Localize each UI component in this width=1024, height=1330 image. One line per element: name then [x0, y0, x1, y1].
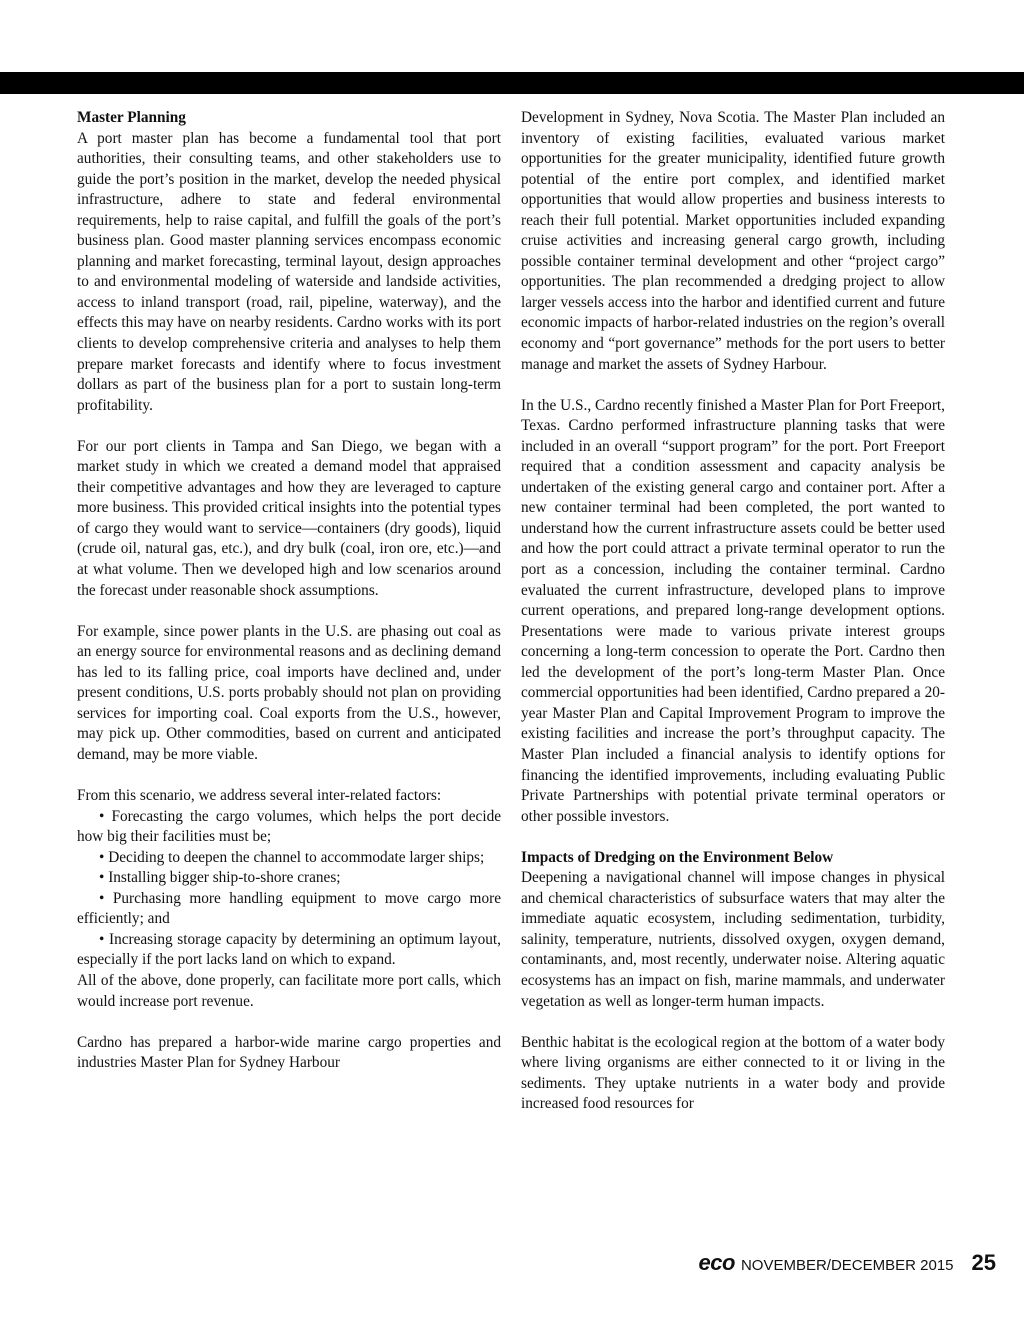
list-item: • Deciding to deepen the channel to accommodate larger ships; [77, 848, 501, 869]
paragraph: Development in Sydney, Nova Scotia. The Master Plan included an inventory of existing facilities, evaluated various market opportunities for the greater municipality, identified future growth potential of the entire port complex, and identified market opportunities that would allow properties and business interests to reach their full potential. Market opportunities included expanding cruise activities and increasing general cargo growth, including possible container terminal development and other “project cargo” opportunities. The plan recommended a dredging project to allow larger vessels access into the harbor and identified current and future economic impacts of harbor-related industries on the region’s overall economy and “port governance” methods for the port users to better manage and market the assets of Sydney Harbour. [521, 109, 945, 373]
list-item: • Increasing storage capacity by determining an optimum layout, especially if the port lacks land on which to expand. [77, 930, 501, 971]
paragraph: In the U.S., Cardno recently finished a Master Plan for Port Freeport, Texas. Cardno performed infrastructure planning tasks that were included in an overall “support program” for the port. Port Freeport required that a condition assessment and capacity analysis be undertaken of the existing general cargo and container port. After a new container terminal had been completed, the port wanted to understand how the current infrastructure assets could be better used and how the port could attract a private terminal operator to run the port as a concession, including the container terminal. Cardno evaluated the current infrastructure, developed plans to improve current operations, and prepared long-range development options. Presentations were made to various private interest groups concerning a long-term concession to operate the Port. Cardno then led the development of the port’s long-term Master Plan. Once commercial opportunities had been identified, Cardno prepared a 20-year Master Plan and Capital Improvement Program to improve the existing facilities and increase the port’s throughput capacity. The Master Plan included a financial analysis to identify options for financing the identified improvements, including evaluating Public Private Partnerships with potential private terminal operators or other possible investors. [521, 396, 945, 825]
page-footer [699, 1250, 996, 1276]
eco-logo: eco [698, 1250, 735, 1275]
list-item: • Installing bigger ship-to-shore cranes; [77, 868, 501, 889]
list-item: • Forecasting the cargo volumes, which helps the port decide how big their facilities must be; [77, 807, 501, 848]
paragraph: Benthic habitat is the ecological region at the bottom of a water body where living organisms are either connected to it or living in the sediments. They uptake nutrients in a water body and provide increased food resources for [521, 1033, 945, 1113]
paragraph: Deepening a navigational channel will impose changes in physical and chemical characteristics of subsurface waters that may alter the immediate aquatic ecosystem, including sedimentation, turbidity, salinity, temperature, nutrients, dissolved oxygen, oxygen demand, contaminants, and, most recently, underwater noise. Altering aquatic ecosystems has an impact on fish, marine mammals, and underwater vegetation as well as longer-term human impacts. [521, 869, 945, 1010]
page-number: 25 [971, 1250, 996, 1275]
header-bar [0, 72, 1024, 94]
section-heading-dredging-impacts: Impacts of Dredging on the Environment Below [521, 848, 834, 866]
paragraph: For example, since power plants in the U.S. are phasing out coal as an energy source for environmental reasons and as declining demand has led to its falling price, coal imports have declined and, under present conditions, U.S. ports probably should not plan on providing services for importing coal. Coal exports from the U.S., however, may pick up. Other commodities, based on current and anticipated demand, may be more viable. [77, 622, 501, 763]
paragraph: Cardno has prepared a harbor-wide marine cargo properties and industries Master Plan for Sydney Harbour [77, 1033, 501, 1072]
paragraph: A port master plan has become a fundamental tool that port authorities, their consulting teams, and other stakeholders use to guide the port’s position in the market, develop the needed physical infrastructure, adhere to state and federal environmental requirements, help to raise capital, and fulfill the goals of the port’s business plan. Good master planning services encompass economic planning and market forecasting, terminal layout, design approaches to and environmental modeling of waterside and landside activities, access to inland transport (road, rail, pipeline, waterway), and the effects this may have on nearby residents. Cardno works with its port clients to develop comprehensive criteria and analyses to help them prepare market forecasts and identify where to focus investment dollars as part of the business plan for a port to sustain long-term profitability. [77, 129, 501, 414]
paragraph: All of the above, done properly, can facilitate more port calls, which would increase port revenue. [77, 971, 501, 1010]
issue-date: NOVEMBER/DECEMBER 2015 [740, 1257, 954, 1274]
factor-list [77, 807, 501, 971]
section-heading-master-planning: Master Planning [77, 109, 186, 126]
left-column [77, 108, 501, 1074]
paragraph: For our port clients in Tampa and San Diego, we began with a market study in which we created a demand model that appraised their competitive advantages and how they are leveraged to capture more business. This provided critical insights into the potential types of cargo they would want to service—containers (dry goods), liquid (crude oil, natural gas, etc.), and dry bulk (coal, iron ore, etc.)—and at what volume. Then we developed high and low scenarios around the forecast under reasonable shock assumptions. [77, 437, 501, 599]
paragraph: From this scenario, we address several inter-related factors: [77, 787, 442, 805]
list-item: • Purchasing more handling equipment to move cargo more efficiently; and [77, 889, 501, 930]
right-column [521, 108, 945, 1115]
